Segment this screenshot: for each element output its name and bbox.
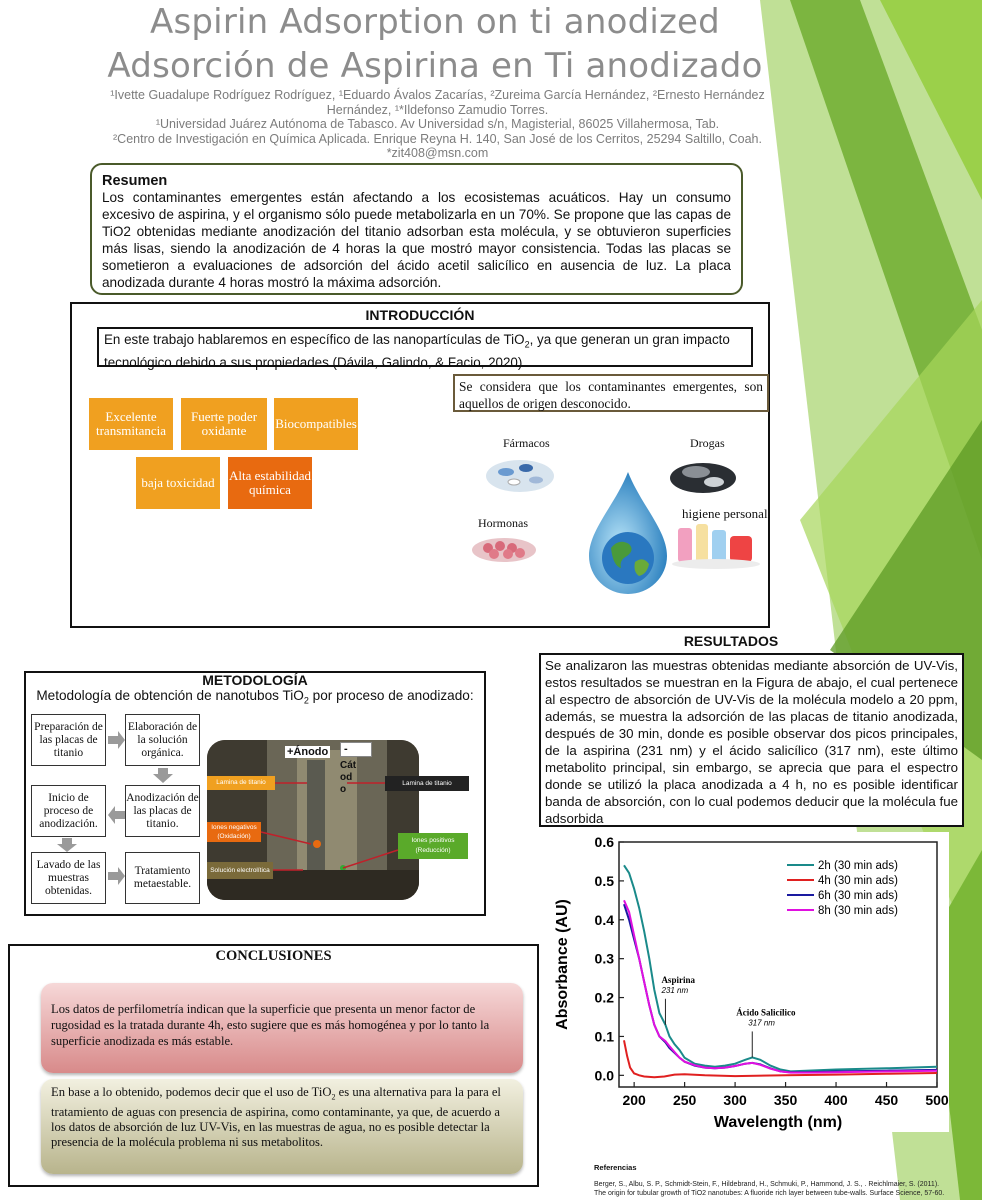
arrow-left-icon	[108, 806, 125, 824]
absorbance-chart	[549, 832, 949, 1132]
water-drop-earth-illustration	[585, 470, 671, 596]
resultados-text-box: Se analizaron las muestras obtenidas mediante absorción de UV-Vis, estos resultados se muestran en la Figura de abajo, el cual pertenece al espectro de absorción de UV-Vis de la molécula modelo a 20 ppm, además, se muestra la adsorción de las placas de titanio anodizada, después de 30 min, donde es posible observar dos picos principales, de la aspirina (231 nm) y el ácido salicílico (317 nm), este último metabolito principal, sin embargo, se aprecia que para el espectro donde se utilizó la placa anodizada a 4 h, no es posible identificar banda de absorción, con lo cual podemos deducir que la molécula fue adsorbida	[539, 653, 964, 827]
prop-fuerte-poder-oxidante: Fuerte poder oxidante	[181, 398, 267, 450]
step-preparacion: Preparación de las placas de titanio	[31, 714, 106, 766]
metodologia-subtitle-b: por proceso de anodizado:	[308, 688, 474, 703]
conclusion-2-sub: 2	[331, 1092, 336, 1102]
step-anodizacion: Anodización de las placas de titanio.	[125, 785, 200, 837]
y-tick-label: 0.3	[594, 950, 614, 967]
intro-text-a: En este trabajo hablaremos en específico de las nanopartículas de TiO	[104, 332, 525, 347]
intro-text-b: , ya que generan un gran impacto tecnológico debido a sus propiedades (Dávila, Galindo, & Facio, 2020).	[104, 332, 730, 370]
title-english: Aspirin Adsorption on ti anodized	[150, 2, 720, 42]
legend-label: 6h (30 min ads)	[818, 890, 898, 902]
metodologia-subtitle-sub: 2	[303, 695, 309, 706]
metodologia-subtitle-a: Metodología de obtención de nanotubos TiO	[36, 688, 304, 703]
metodologia-heading: METODOLOGÍA	[202, 672, 308, 688]
prop-excelente-transmitancia: Excelente transmitancia	[89, 398, 173, 450]
label-hormonas: Hormonas	[478, 516, 528, 530]
affiliation-2: ²Centro de Investigación en Química Aplicada. Enrique Reyna H. 140, San José de los Cerritos, 25294 Saltillo, Coah.	[113, 132, 762, 146]
title-spanish: Adsorción de Aspirina en Ti anodizado	[107, 46, 763, 86]
y-tick-label: 0.4	[594, 911, 614, 928]
drugs-illustration	[668, 456, 738, 496]
prop-alta-estabilidad: Alta estabilidad química	[228, 457, 312, 509]
label-solucion-electrolitica: Solución electrolítica	[207, 862, 273, 879]
conclusion-2-card	[41, 1079, 523, 1174]
annotation-label: Ácido Salicílico	[736, 1007, 796, 1018]
label-connector-lines	[207, 740, 469, 900]
label-drogas: Drogas	[690, 436, 725, 450]
conclusion-1-card	[41, 983, 523, 1073]
x-tick-label: 350	[773, 1092, 798, 1108]
y-tick-label: 0.6	[594, 834, 614, 850]
step-elaboracion: Elaboración de la solución orgánica.	[125, 714, 200, 766]
legend-label: 8h (30 min ads)	[818, 905, 898, 917]
y-tick-label: 0.5	[594, 872, 614, 889]
x-axis-label: Wavelength (nm)	[713, 1114, 843, 1131]
x-tick-label: 400	[824, 1092, 848, 1108]
references-text: Berger, S., Albu, S. P., Schmidt-Stein, F., Hildebrand, H., Schmuki, P., Hammond, J. S., . Reichlmaier, S. (2011). The origin for tubular growth of TiO2 nanotubes: A fluoride rich layer between tube-walls. Surface Science, 57-60.	[594, 1181, 945, 1197]
label-lamina-titanio-right: Lamina de titanio	[385, 776, 469, 791]
label-lamina-titanio-left: Lamina de titanio	[207, 776, 275, 790]
intro-text-box	[97, 327, 753, 370]
step-inicio-proceso: Inicio de proceso de anodización.	[31, 785, 106, 837]
authors-line: ¹Ivette Guadalupe Rodríguez Rodríguez, ¹Eduardo Ávalos Zacarías, ²Zureima García Hernández, ²Ernesto Hernández Hernández, ¹*Ildefonso Zamudio Torres.	[110, 88, 765, 117]
anodo-label: +Ánodo	[287, 746, 329, 758]
y-tick-label: 0.0	[594, 1067, 614, 1084]
catodo-minus-label: -	[340, 742, 372, 757]
prop-baja-toxicidad: baja toxicidad	[136, 457, 220, 509]
y-tick-label: 0.1	[594, 1028, 614, 1045]
affiliation-1: ¹Universidad Juárez Autónoma de Tabasco. Av Universidad s/n, Magisterial, 86025 Villahermosa, Tab.	[155, 117, 720, 131]
catodo-label: Cátodo	[340, 760, 357, 795]
legend-label: 4h (30 min ads)	[818, 875, 898, 887]
legend-label: 2h (30 min ads)	[818, 860, 898, 872]
arrow-down-icon	[153, 768, 173, 783]
x-tick-label: 200	[622, 1092, 646, 1108]
conclusion-1-text: Los datos de perfilometría indican que la superficie que presenta un menor factor de rugosidad es la tratada durante 4h, esto sugiere que es más homogénea y por lo tanto la superficie anodizada es más estable.	[51, 1002, 490, 1048]
annotation-label: Aspirina	[661, 974, 695, 985]
pills-illustration	[484, 452, 556, 494]
resumen-text: Los contaminantes emergentes están afectando a los ecosistemas acuáticos. Hay un consumo excesivo de aspirina, y el organismo sólo puede metabolizarla en un 70%. Se propone que las capas de TiO2 obtenidas mediante anodización del titanio adsorban esta molécula, y se obtuvieron superficies más lisas, siendo la anodización de 4 horas la que mostró mayor consistencia. Todas las placas se sometieron a evaluaciones de adsorción del ácido acetil salicílico en ausencia de luz. La placa anodizada durante 4 horas mostró la máxima adsorción.	[102, 190, 731, 290]
label-iones-positivos: Iones positivos (Reducción)	[398, 833, 468, 859]
hygiene-illustration	[668, 520, 764, 570]
conclusion-2-text-b: es una alternativa para la para el tratamiento de aguas con presencia de aspirina, como contaminante, ya que, de acuerdo a los datos de absorción de luz UV-Vis, en las muestras de agua, no es posible detectar la presencia de la molécula problema ni sus metabolitos.	[51, 1085, 501, 1149]
resumen-panel	[90, 163, 743, 295]
chart-panel	[549, 832, 949, 1132]
prop-biocompatibles: Biocompatibles	[274, 398, 358, 450]
annotation-sub-label: 317 nm	[748, 1018, 775, 1028]
annotation-sub-label: 231 nm	[661, 985, 689, 995]
label-iones-negativos: Iones negativos (Oxidación)	[207, 822, 261, 842]
resultados-heading: RESULTADOS	[683, 633, 779, 649]
x-tick-label: 300	[723, 1092, 747, 1108]
label-farmacos: Fármacos	[503, 436, 550, 450]
conclusiones-heading: CONCLUSIONES	[215, 948, 332, 964]
y-axis-label: Absorbance (AU)	[554, 899, 571, 1030]
contact-email: *zit408@msn.com	[386, 146, 489, 160]
x-tick-label: 450	[874, 1092, 899, 1108]
references-heading: Referencias	[594, 1163, 637, 1172]
arrow-right-icon	[108, 867, 125, 885]
hormones-illustration	[470, 532, 538, 564]
x-tick-label: 250	[672, 1092, 697, 1108]
step-lavado: Lavado de las muestras obtenidas.	[31, 852, 106, 904]
label-higiene-personal: higiene personal	[682, 506, 768, 521]
intro-text-sub: 2	[524, 339, 530, 350]
intro-heading: INTRODUCCIÓN	[365, 307, 475, 323]
step-tratamiento: Tratamiento metaestable.	[125, 852, 200, 904]
flow-arrows	[24, 700, 224, 910]
resumen-heading: Resumen	[102, 173, 168, 189]
conclusion-2-text-a: En base a lo obtenido, podemos decir que el uso de TiO	[51, 1085, 332, 1099]
x-tick-label: 500	[925, 1092, 949, 1108]
y-tick-label: 0.2	[594, 989, 614, 1006]
emergent-text-box: Se considera que los contaminantes emergentes, son aquellos de origen desconocido.	[453, 374, 769, 412]
arrow-down-icon	[57, 838, 77, 852]
arrow-right-icon	[108, 731, 125, 749]
